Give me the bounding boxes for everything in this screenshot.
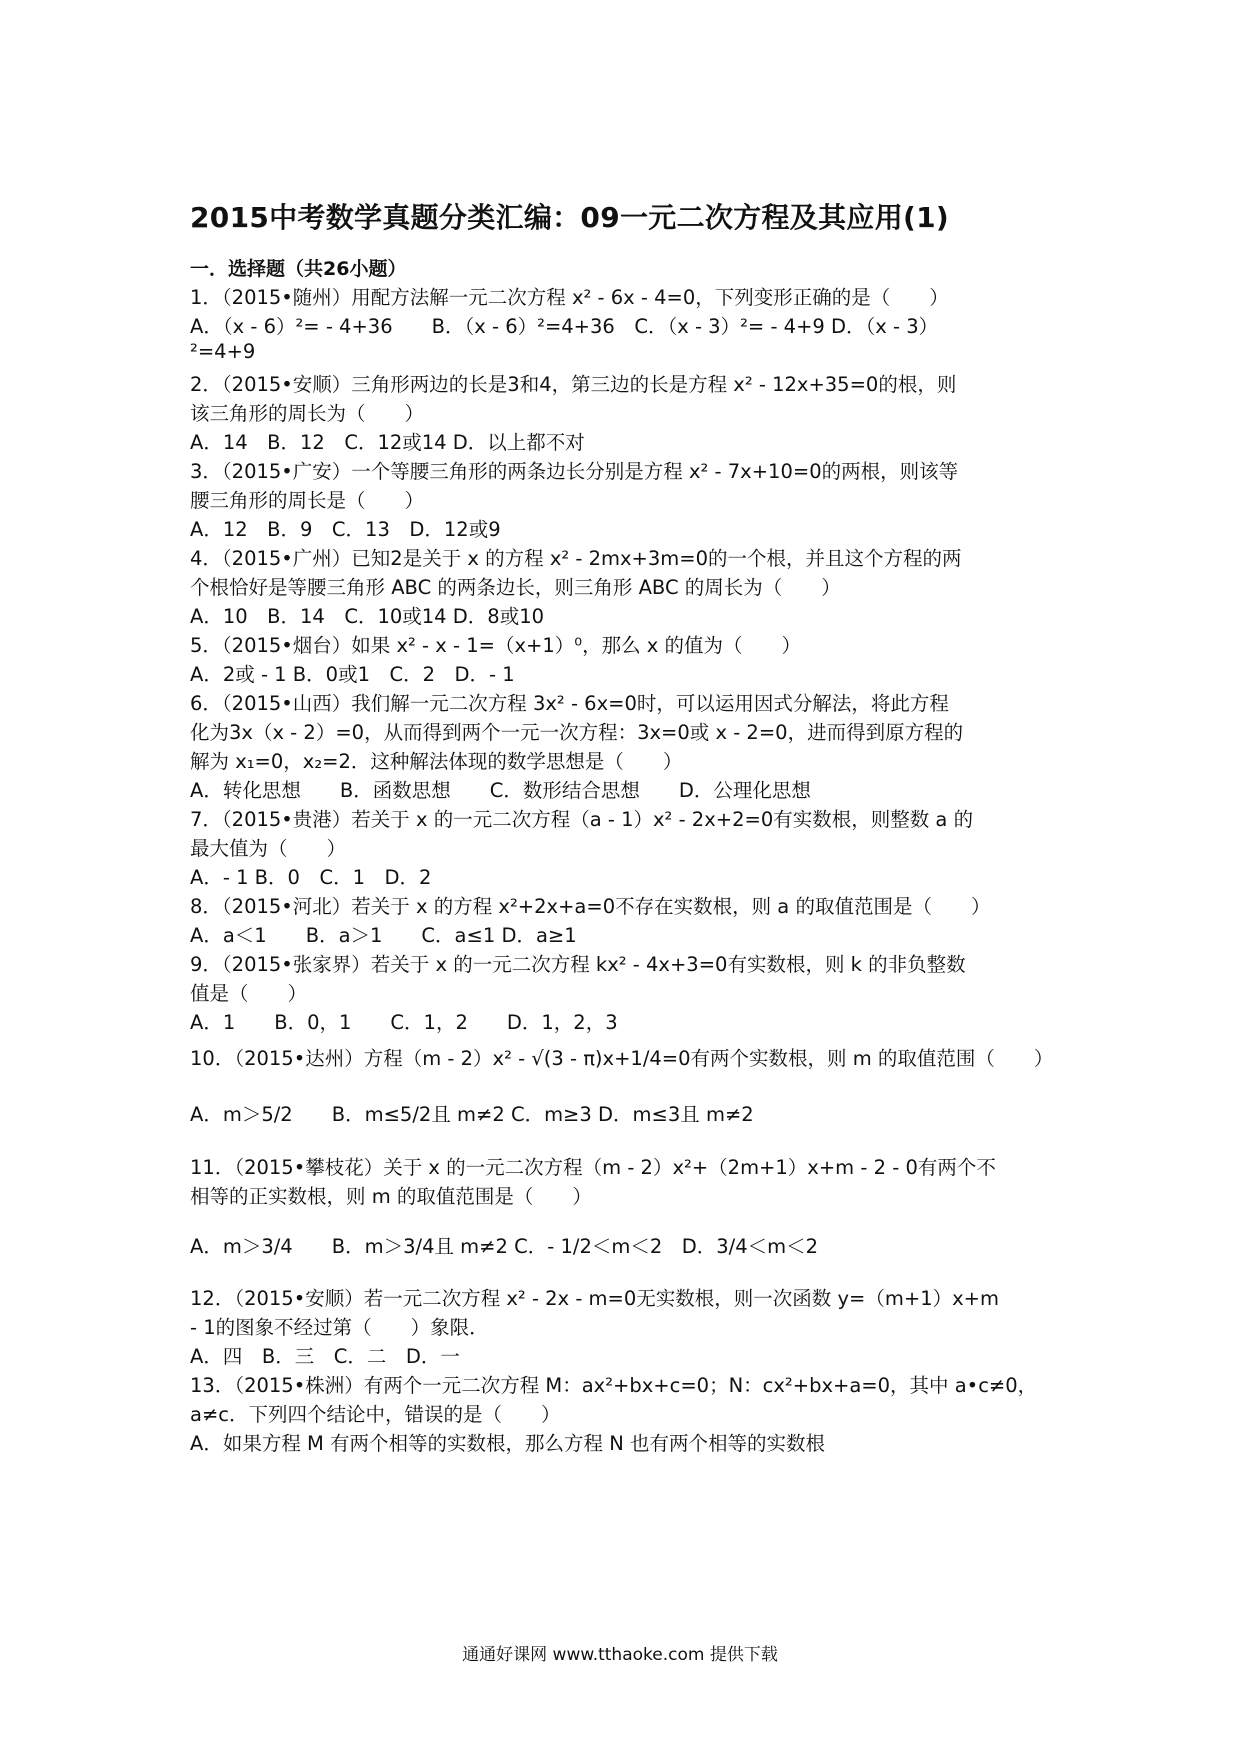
text-line: 1．（2015•随州）用配方法解一元二次方程 x² - 6x - 4=0，下列变形正确的是（ ） [190,286,949,309]
text-line: 8．（2015•河北）若关于 x 的方程 x²+2x+a=0不存在实数根，则 a 的取值范围是（ ） [190,895,991,918]
text-line: 4．（2015•广州）已知2是关于 x 的方程 x² - 2mx+3m=0的一个根，并且这个方程的两 [190,547,962,570]
text-line: 该三角形的周长为（ ） [190,402,425,425]
text-line: A．12 B．9 C．13 D．12或9 [190,518,501,541]
text-line: A．- 1 B．0 C．1 D．2 [190,866,432,889]
page-title: 2015中考数学真题分类汇编：09一元二次方程及其应用(1) [190,201,949,234]
text-line: a≠c．下列四个结论中，错误的是（ ） [190,1403,561,1426]
text-line: 腰三角形的周长是（ ） [190,489,425,512]
text-line: 5．（2015•烟台）如果 x² - x - 1=（x+1）⁰，那么 x 的值为（ ） [190,634,802,657]
text-line: 13．（2015•株洲）有两个一元二次方程 M：ax²+bx+c=0；N：cx²+bx+a=0，其中 a•c≠0， [190,1374,1038,1397]
text-line: A．转化思想 B．函数思想 C．数形结合思想 D．公理化思想 [190,779,811,802]
section-heading: 一．选择题（共26小题） [190,258,407,280]
text-line: 11．（2015•攀枝花）关于 x 的一元二次方程（m - 2）x²+（2m+1）x+m - 2 - 0有两个不 [190,1156,996,1179]
text-line: A．如果方程 M 有两个相等的实数根，那么方程 N 也有两个相等的实数根 [190,1432,826,1455]
text-line: 12．（2015•安顺）若一元二次方程 x² - 2x - m=0无实数根，则一次函数 y=（m+1）x+m [190,1287,999,1310]
text-line: A．m＞3/4 B．m＞3/4且 m≠2 C．- 1/2＜m＜2 D．3/4＜m＜2 [190,1235,819,1258]
text-line: A．m＞5/2 B．m≤5/2且 m≠2 C．m≥3 D．m≤3且 m≠2 [190,1103,754,1126]
text-line: A．14 B．12 C．12或14 D．以上都不对 [190,431,585,454]
text-line: A．10 B．14 C．10或14 D．8或10 [190,605,545,628]
text-line: 10．（2015•达州）方程（m - 2）x² - √(3 - π)x+1/4=0有两个实数根，则 m 的取值范围（ ） [190,1047,1054,1070]
text-line: 3．（2015•广安）一个等腰三角形的两条边长分别是方程 x² - 7x+10=0的两根，则该等 [190,460,959,483]
text-line: 化为3x（x - 2）=0，从而得到两个一元一次方程：3x=0或 x - 2=0，进而得到原方程的 [190,721,964,744]
text-line: A．四 B．三 C．二 D．一 [190,1345,460,1368]
text-line: 9．（2015•张家界）若关于 x 的一元二次方程 kx² - 4x+3=0有实数根，则 k 的非负整数 [190,953,966,976]
text-line: ²=4+9 [190,340,256,363]
text-line: 个根恰好是等腰三角形 ABC 的两条边长，则三角形 ABC 的周长为（ ） [190,576,841,599]
text-line: A．a＜1 B．a＞1 C．a≤1 D．a≥1 [190,924,577,947]
text-line: - 1的图象不经过第（ ）象限． [190,1316,489,1339]
text-line: 相等的正实数根，则 m 的取值范围是（ ） [190,1185,592,1208]
footer-credit: 通通好课网 www.tthaoke.com 提供下载 [462,1645,778,1665]
text-line: A．2或 - 1 B．0或1 C．2 D．- 1 [190,663,515,686]
text-line: A．（x - 6）²= - 4+36 B．（x - 6）²=4+36 C．（x - 3）²= - 4+9 D．（x - 3） [190,315,939,338]
text-line: 7．（2015•贵港）若关于 x 的一元二次方程（a - 1）x² - 2x+2=0有实数根，则整数 a 的 [190,808,974,831]
text-line: A．1 B．0，1 C．1，2 D．1，2，3 [190,1011,618,1034]
text-line: 值是（ ） [190,982,308,1005]
text-line: 6．（2015•山西）我们解一元二次方程 3x² - 6x=0时，可以运用因式分解法，将此方程 [190,692,949,715]
text-line: 最大值为（ ） [190,837,347,860]
text-line: 解为 x₁=0，x₂=2．这种解法体现的数学思想是（ ） [190,750,683,773]
text-line: 2．（2015•安顺）三角形两边的长是3和4，第三边的长是方程 x² - 12x+35=0的根，则 [190,373,957,396]
